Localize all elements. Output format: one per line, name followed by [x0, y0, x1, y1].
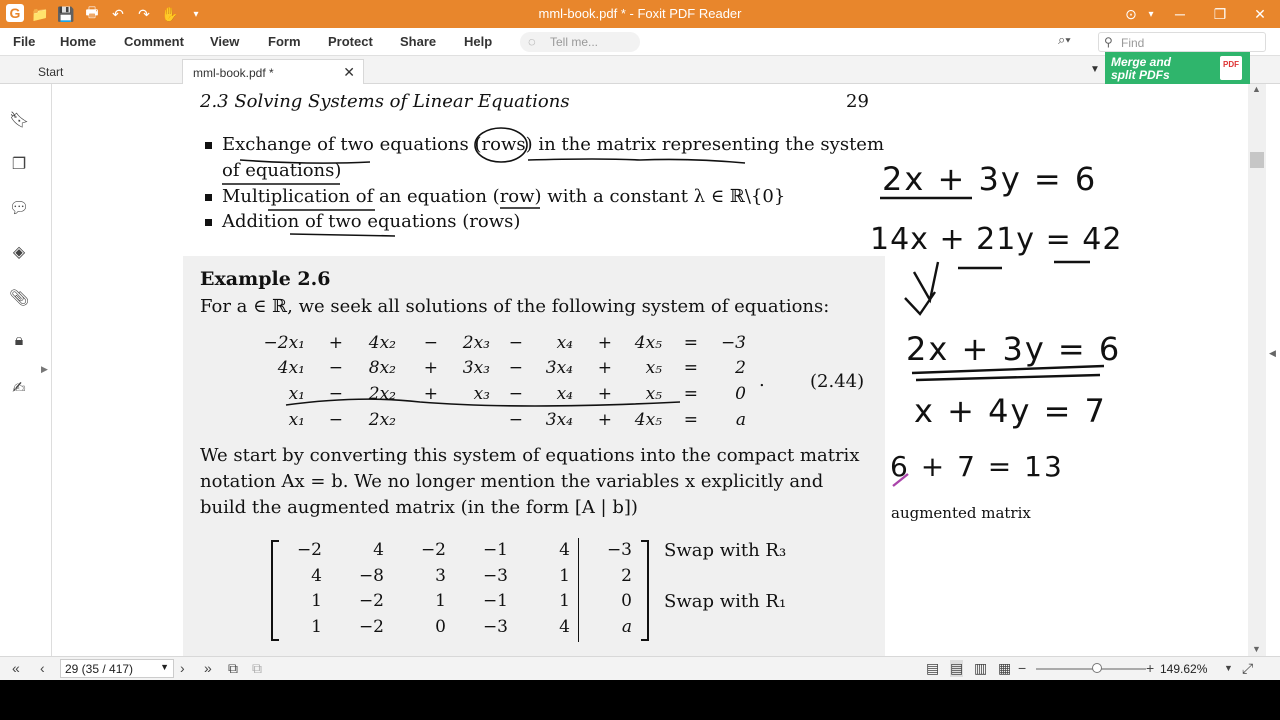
foxit-logo-icon: G	[6, 4, 24, 22]
equation-term: 8x₂	[368, 358, 396, 378]
zoom-level[interactable]: 149.62%	[1160, 662, 1208, 676]
continuous-facing-view-icon[interactable]: ▦	[998, 660, 1012, 676]
hand-tool-icon[interactable]: ✋	[161, 5, 179, 22]
ad-collapse-icon[interactable]: ▼	[1090, 64, 1100, 75]
page-number-input[interactable]	[60, 659, 174, 678]
equation-term: +	[597, 358, 612, 378]
zoom-dropdown-icon[interactable]: ▼	[1224, 663, 1233, 673]
matrix-cell: −1	[482, 591, 508, 611]
single-page-view-icon[interactable]: ▤	[926, 660, 940, 676]
menu-file[interactable]: File	[13, 34, 36, 49]
first-page-icon[interactable]: «	[12, 660, 20, 676]
maximize-button[interactable]: ❐	[1213, 5, 1227, 22]
tell-me-placeholder: Tell me...	[550, 35, 599, 49]
equation-term: 2x₂	[368, 410, 396, 430]
last-page-icon[interactable]: »	[204, 660, 212, 676]
next-page-icon[interactable]: ›	[180, 660, 185, 676]
matrix-cell: 0	[435, 617, 446, 637]
bullet-item: Exchange of two equations (rows) in the matrix representing the system	[205, 134, 884, 155]
matrix-cell: 1	[559, 591, 570, 611]
close-window-button[interactable]: ✕	[1254, 5, 1266, 22]
equation-term: +	[328, 333, 343, 353]
example-intro: For a ∈ ℝ, we seek all solutions of the following system of equations:	[200, 296, 830, 317]
page-number-value: 29 (35 / 417)	[65, 662, 134, 676]
bullet-item-continued: of equations)	[222, 160, 342, 181]
equation-term: 3x₃	[462, 358, 490, 378]
matrix-cell: −2	[358, 591, 384, 611]
window-title: mml-book.pdf * - Foxit PDF Reader	[538, 6, 742, 21]
equation-term: =	[683, 333, 698, 353]
example-title: Example 2.6	[200, 268, 331, 290]
fullscreen-icon[interactable]: ⤢	[1242, 660, 1254, 676]
pages-icon[interactable]: ❐	[11, 156, 27, 173]
section-header: 2.3 Solving Systems of Linear Equations	[200, 91, 570, 112]
bullet-item: Multiplication of an equation (row) with a constant λ ∈ ℝ\{0}	[205, 186, 785, 207]
expand-right-panel-icon[interactable]: ◀	[1269, 348, 1276, 358]
account-dropdown-icon[interactable]: ▾	[1148, 8, 1154, 20]
equation-term: −	[508, 410, 523, 430]
equation-period: .	[759, 370, 765, 391]
zoom-out-button[interactable]: −	[1018, 660, 1027, 676]
equation-term: +	[597, 333, 612, 353]
equation-term: 3x₄	[545, 358, 573, 378]
underline-stroke	[528, 159, 745, 163]
equation-term: −	[508, 333, 523, 353]
screen-bottom-border	[0, 680, 1280, 720]
equation-term: 4x₂	[368, 333, 396, 353]
underline-stroke	[240, 160, 370, 163]
continuous-view-icon[interactable]: ▤	[950, 660, 964, 676]
matrix-cell: 1	[559, 566, 570, 586]
handwritten-equation: x + 4y = 7	[914, 392, 1107, 430]
print-icon[interactable]: 🖶	[85, 4, 99, 20]
equation-term: −	[328, 358, 343, 378]
handwritten-equation: 2x + 3y = 6	[906, 330, 1122, 368]
paragraph-line: We start by converting this system of equations into the compact matrix	[200, 445, 860, 466]
equation-term: 3x₄	[545, 410, 573, 430]
matrix-row-note: Swap with R₃	[664, 540, 787, 561]
equation-term: 2x₂	[368, 384, 396, 404]
equation-term: =	[683, 358, 698, 378]
equation-term: x₁	[288, 410, 305, 430]
zoom-slider[interactable]	[1036, 668, 1146, 670]
matrix-cell: 4	[559, 617, 570, 637]
equation-term: 0	[735, 384, 746, 404]
page-number: 29	[846, 91, 869, 112]
equation-term: 4x₁	[277, 358, 305, 378]
strikethrough-stroke	[286, 399, 680, 406]
handwritten-equation: 14x + 21y = 42	[870, 222, 1123, 257]
equation-term: a	[735, 410, 746, 430]
search-icon: ⚲	[1104, 35, 1113, 49]
equation-term: 4x₅	[634, 410, 662, 430]
customize-dropdown-icon[interactable]: ▾	[193, 8, 199, 20]
menu-help[interactable]: Help	[464, 34, 493, 49]
text-annotation: augmented matrix	[891, 504, 1031, 522]
undo-icon[interactable]: ↶	[112, 5, 124, 22]
scrollbar-thumb[interactable]	[1250, 152, 1264, 168]
equation-term: −2x₁	[263, 333, 305, 353]
equation-term: −	[423, 333, 438, 353]
find-placeholder: Find	[1121, 36, 1145, 50]
matrix-cell: 4	[373, 540, 384, 560]
lightbulb-icon: ◌	[528, 34, 536, 49]
paragraph-line: build the augmented matrix (in the form [A | b])	[200, 497, 638, 518]
menu-form[interactable]: Form	[268, 34, 301, 49]
bullet-item: Addition of two equations (rows)	[205, 211, 520, 232]
equation-term: x₅	[645, 358, 662, 378]
equation-term: 4x₅	[634, 333, 662, 353]
matrix-cell: 1	[435, 591, 446, 611]
equation-term: 2	[735, 358, 746, 378]
paragraph-line: notation Ax = b. We no longer mention the variables x explicitly and	[200, 471, 824, 492]
underline-stroke	[290, 234, 395, 236]
equation-term: +	[597, 410, 612, 430]
down-arrow-stroke	[905, 262, 938, 314]
matrix-cell: 3	[435, 566, 446, 586]
bookmark-icon[interactable]: 🔖︎	[9, 112, 30, 129]
matrix-cell: −2	[420, 540, 446, 560]
security-lock-icon[interactable]: 🔒︎	[14, 332, 24, 349]
pdf-icon: PDF	[1220, 56, 1242, 80]
equation-term: −	[328, 384, 343, 404]
attachments-icon[interactable]: 📎︎	[9, 290, 30, 307]
equation-term: 2x₃	[462, 333, 490, 353]
status-bar	[0, 656, 1280, 680]
equation-term: =	[683, 410, 698, 430]
equation-term: +	[423, 384, 438, 404]
menu-protect[interactable]: Protect	[328, 34, 373, 49]
matrix-cell: a	[621, 617, 632, 637]
menu-view[interactable]: View	[210, 34, 240, 49]
close-tab-icon[interactable]: ✕	[343, 64, 355, 80]
matrix-cell: −3	[482, 617, 508, 637]
matrix-cell: −3	[606, 540, 632, 560]
minimize-button[interactable]: ─	[1175, 6, 1185, 22]
matrix-row-note: Swap with R₁	[664, 591, 787, 612]
matrix-cell: 4	[311, 566, 322, 586]
open-folder-icon[interactable]: 📁	[31, 5, 49, 22]
page-dropdown-icon[interactable]: ▼	[160, 662, 169, 672]
copy-page-icon[interactable]: ⧉	[228, 660, 238, 676]
previous-page-icon[interactable]: ‹	[40, 660, 45, 676]
reflow-icon[interactable]: ⧉	[252, 660, 262, 676]
equation-term: x₄	[556, 384, 573, 404]
equation-number: (2.44)	[810, 371, 865, 392]
equation-term: x₄	[556, 333, 573, 353]
circle-rows-stroke	[475, 128, 527, 162]
layers-icon[interactable]: ◈	[12, 244, 26, 261]
handwritten-equation: 6 + 7 = 13	[890, 450, 1064, 483]
matrix-cell: 1	[311, 617, 322, 637]
equation-term: −3	[720, 333, 746, 353]
matrix-cell: 1	[311, 591, 322, 611]
ad-line-1: Merge and	[1111, 55, 1172, 69]
tab-mml-book-label: mml-book.pdf *	[193, 66, 274, 80]
account-icon[interactable]: ⊙	[1125, 5, 1137, 22]
equation-term: −	[508, 384, 523, 404]
scroll-up-icon[interactable]: ▲	[1252, 84, 1261, 94]
equation-term: x₁	[288, 384, 305, 404]
find-options-icon[interactable]: ⌕▾	[1058, 32, 1071, 47]
zoom-slider-knob[interactable]	[1092, 663, 1102, 673]
comments-icon[interactable]: 💬︎	[9, 200, 30, 217]
vertical-scrollbar[interactable]	[1248, 84, 1266, 656]
menu-comment[interactable]: Comment	[124, 34, 184, 49]
matrix-cell: −8	[358, 566, 384, 586]
equation-term: x₃	[473, 384, 490, 404]
signature-icon[interactable]: ✍︎	[12, 380, 26, 397]
equation-term: x₅	[645, 384, 662, 404]
menu-home[interactable]: Home	[60, 34, 97, 49]
equation-term: −	[508, 358, 523, 378]
tab-start-label: Start	[38, 65, 64, 79]
matrix-cell: −2	[296, 540, 322, 560]
right-panel-edge	[1266, 84, 1280, 656]
equation-term: +	[423, 358, 438, 378]
matrix-cell: −1	[482, 540, 508, 560]
matrix-cell: 4	[559, 540, 570, 560]
scroll-down-icon[interactable]: ▼	[1252, 644, 1261, 654]
save-icon[interactable]: 💾	[57, 5, 75, 22]
equation-term: −	[328, 410, 343, 430]
zoom-in-button[interactable]: +	[1146, 660, 1155, 676]
handwritten-equation: 2x + 3y = 6	[882, 160, 1098, 198]
matrix-cell: −3	[482, 566, 508, 586]
equation-term: =	[683, 384, 698, 404]
matrix-cell: 0	[621, 591, 632, 611]
equation-term: +	[597, 384, 612, 404]
matrix-cell: 2	[621, 566, 632, 586]
underline-stroke	[916, 375, 1100, 380]
expand-panel-icon[interactable]: ▶	[41, 364, 48, 374]
redo-icon[interactable]: ↷	[138, 5, 150, 22]
ad-line-2: split PDFs	[1111, 68, 1170, 82]
menu-share[interactable]: Share	[400, 34, 437, 49]
matrix-cell: −2	[358, 617, 384, 637]
facing-view-icon[interactable]: ▥	[974, 660, 988, 676]
